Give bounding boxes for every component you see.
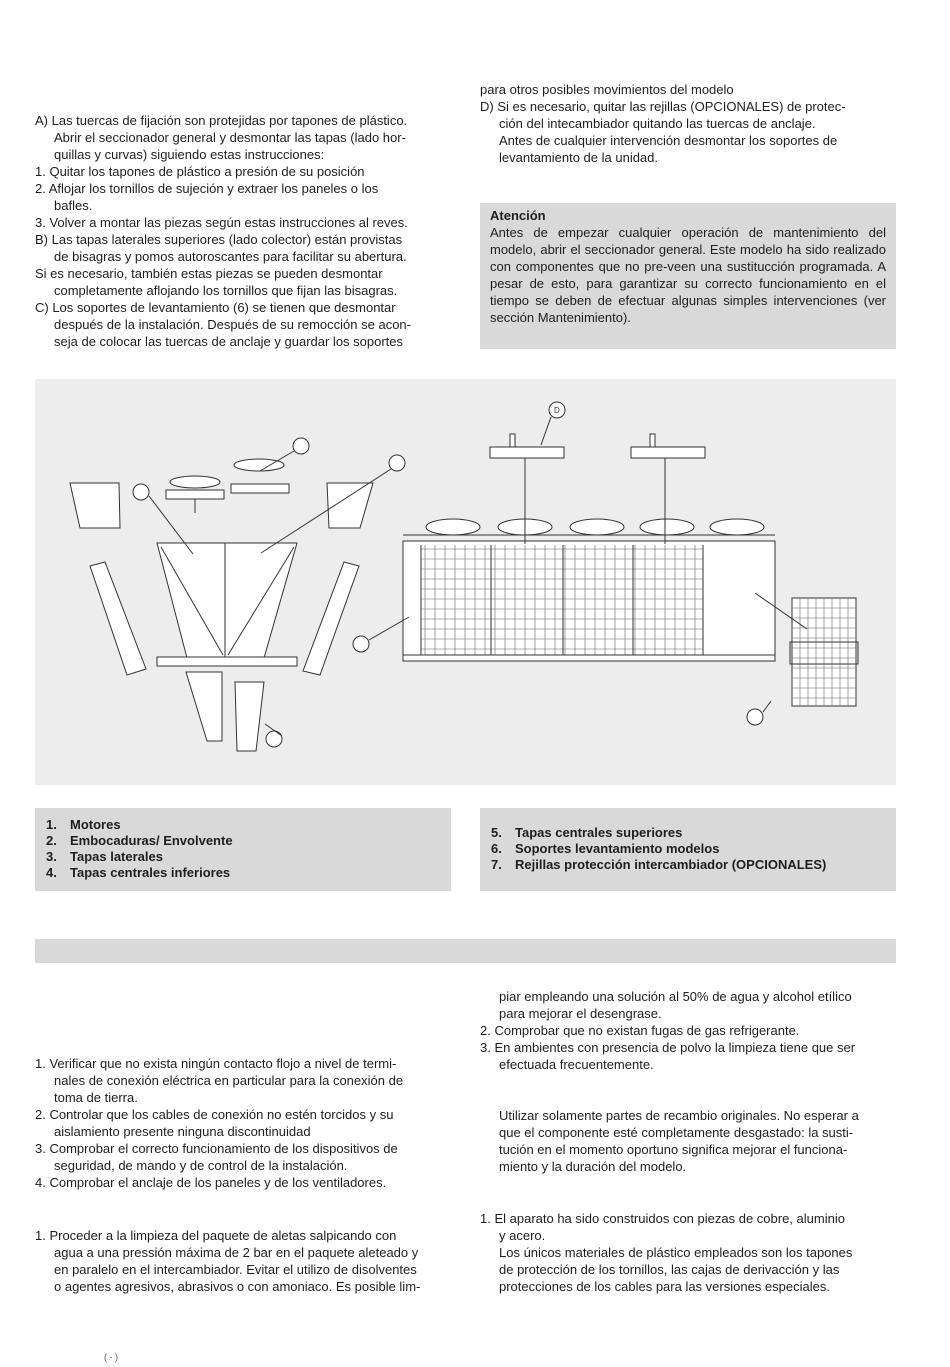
legend-item — [491, 841, 896, 857]
text-line: Si es necesario, también estas piezas se pueden desmontar — [35, 266, 383, 281]
legend-number: 6. — [491, 841, 502, 856]
legend-item — [46, 849, 451, 865]
notice-text: Antes de empezar cualquier operación de mantenimiento del modelo, abrir el seccionador general. Este modelo ha sido realizado con componentes que no pre-veen una sustitucción programada. A pesar de esto, para garantizar su correcto funcionamiento en el tiempo se deben de efectuar algunas simples intervenciones (ver sección Mantenimiento). — [490, 225, 886, 325]
notice-title: Atención — [490, 208, 546, 223]
text-line: 3. En ambientes con presencia de polvo la limpieza tiene que ser — [480, 1040, 856, 1055]
text-line: nales de conexión eléctrica en particular para la conexión de — [54, 1073, 404, 1088]
v-coil-unit — [157, 543, 297, 666]
legend-label: Tapas laterales — [70, 849, 163, 864]
text-line: 1. Proceder a la limpieza del paquete de aletas salpicando con — [35, 1228, 397, 1243]
text-line: B) Las tapas laterales superiores (lado colector) están provistas — [35, 232, 403, 247]
text-line: 3. Comprobar el correcto funcionamiento de los dispositivos de — [35, 1141, 398, 1156]
text-line: efectuada frecuentemente. — [499, 1057, 654, 1072]
legend-item — [46, 865, 451, 881]
legend-number: 2. — [46, 833, 57, 848]
attention-notice — [480, 203, 896, 349]
maintenance-left-1 — [35, 1055, 451, 1191]
legend-label: Tapas centrales inferiores — [70, 865, 231, 880]
legend-number: 3. — [46, 849, 57, 864]
fan-motor-right — [231, 459, 289, 493]
legend-right — [480, 808, 896, 891]
section-header-band — [35, 939, 896, 963]
legend-label: Tapas centrales superiores — [515, 825, 683, 840]
fan-motor-left — [166, 476, 224, 513]
text-line: piar empleando una solución al 50% de agua y alcohol etílico — [499, 989, 852, 1004]
text-line: 2. Controlar que los cables de conexión no estén torcidos y su — [35, 1107, 394, 1122]
text-line: en paralelo en el intercambiador. Evitar el utilizo de disolventes — [54, 1262, 417, 1277]
text-line: o agentes agresivos, abrasivos o con amoniaco. Es posible lim- — [54, 1279, 421, 1294]
maintenance-right-1 — [480, 988, 896, 1073]
legend-label: Motores — [70, 817, 121, 832]
text-line: y acero. — [499, 1228, 546, 1243]
text-line: para mejorar el desengrase. — [499, 1006, 662, 1021]
text-line: D) Si es necesario, quitar las rejillas (OPCIONALES) de protec- — [480, 99, 846, 114]
legend-item — [46, 833, 451, 849]
legend-number: 7. — [491, 857, 502, 872]
side-panel-left-top — [70, 483, 120, 528]
text-line: de protección de los tornillos, las cajas de derivacción y las — [499, 1262, 840, 1277]
text-line: completamente aflojando los tornillos que fijan las bisagras. — [54, 283, 398, 298]
maintenance-left-2 — [35, 1227, 451, 1295]
text-line: levantamiento de la unidad. — [499, 150, 659, 165]
text-line: Antes de cualquier intervención desmontar los soportes de — [499, 133, 838, 148]
text-line: para otros posibles movimientos del modelo — [480, 82, 734, 97]
page-footer: ( - ) — [104, 1352, 118, 1362]
legend-number: 1. — [46, 817, 57, 832]
legend-label: Embocaduras/ Envolvente — [70, 833, 233, 848]
bottom-panel-left — [186, 672, 222, 741]
legend-item — [46, 817, 451, 833]
right-column-text — [480, 81, 896, 166]
spare-parts-text — [480, 1107, 896, 1175]
protection-grille — [790, 598, 858, 706]
legend-number: 5. — [491, 825, 502, 840]
text-line: A) Las tuercas de fijación son protejidas por tapones de plástico. — [35, 113, 408, 128]
text-line: Los únicos materiales de plástico empleados son los tapones — [499, 1245, 853, 1260]
text-line: toma de tierra. — [54, 1090, 138, 1105]
legend-label: Soportes levantamiento modelos — [515, 841, 720, 856]
text-line: 1. El aparato ha sido construidos con piezas de cobre, aluminio — [480, 1211, 845, 1226]
text-line: 3. Volver a montar las piezas según estas instrucciones al reves. — [35, 215, 408, 230]
text-line: ción del intecambiador quitando las tuercas de anclaje. — [499, 116, 816, 131]
text-line: que el componente esté completamente desgastado: la susti- — [499, 1125, 854, 1140]
side-long-panel-right — [303, 562, 359, 675]
diagram-drawing — [35, 379, 896, 785]
unit-side-view — [403, 519, 775, 661]
exploded-diagram — [35, 379, 896, 785]
text-line: Abrir el seccionador general y desmontar las tapas (lado hor- — [54, 130, 406, 145]
callout-d-label: D — [554, 406, 560, 415]
text-line: de bisagras y pomos autoroscantes para facilitar su abertura. — [54, 249, 407, 264]
text-line: agua a una pressión máxima de 2 bar en el paquete aleteado y — [54, 1245, 419, 1260]
legend-item — [491, 825, 896, 841]
bottom-panel-right — [235, 682, 264, 751]
disposal-text — [480, 1210, 896, 1295]
text-line: 1. Quitar los tapones de plástico a presión de su posición — [35, 164, 365, 179]
legend-left — [35, 808, 451, 891]
text-line: aislamiento presente ninguna discontinuidad — [54, 1124, 311, 1139]
legend-number: 4. — [46, 865, 57, 880]
text-line: Utilizar solamente partes de recambio originales. No esperar a — [499, 1108, 859, 1123]
legend-label: Rejillas protección intercambiador (OPCIONALES) — [515, 857, 827, 872]
text-line: después de la instalación. Después de su remocción se acon- — [54, 317, 411, 332]
text-line: bafles. — [54, 198, 93, 213]
text-line: seja de colocar las tuercas de anclaje y guardar los soportes — [54, 334, 404, 349]
text-line: 4. Comprobar el anclaje de los paneles y de los ventiladores. — [35, 1175, 387, 1190]
left-column-text — [35, 112, 451, 350]
text-line: 1. Verificar que no exista ningún contacto flojo a nivel de termi- — [35, 1056, 397, 1071]
legend-item — [491, 857, 896, 873]
text-line: quillas y curvas) siguiendo estas instrucciones: — [54, 147, 325, 162]
text-line: 2. Comprobar que no existan fugas de gas refrigerante. — [480, 1023, 800, 1038]
text-line: tución en el momento oportuno significa mejorar el funciona- — [499, 1142, 848, 1157]
text-line: seguridad, de mando y de control de la instalación. — [54, 1158, 348, 1173]
text-line: C) Los soportes de levantamiento (6) se tienen que desmontar — [35, 300, 396, 315]
side-long-panel-left — [90, 562, 146, 675]
text-line: protecciones de los cables para las versiones especiales. — [499, 1279, 830, 1294]
text-line: 2. Aflojar los tornillos de sujeción y extraer los paneles o los — [35, 181, 379, 196]
text-line: miento y la duración del modelo. — [499, 1159, 687, 1174]
